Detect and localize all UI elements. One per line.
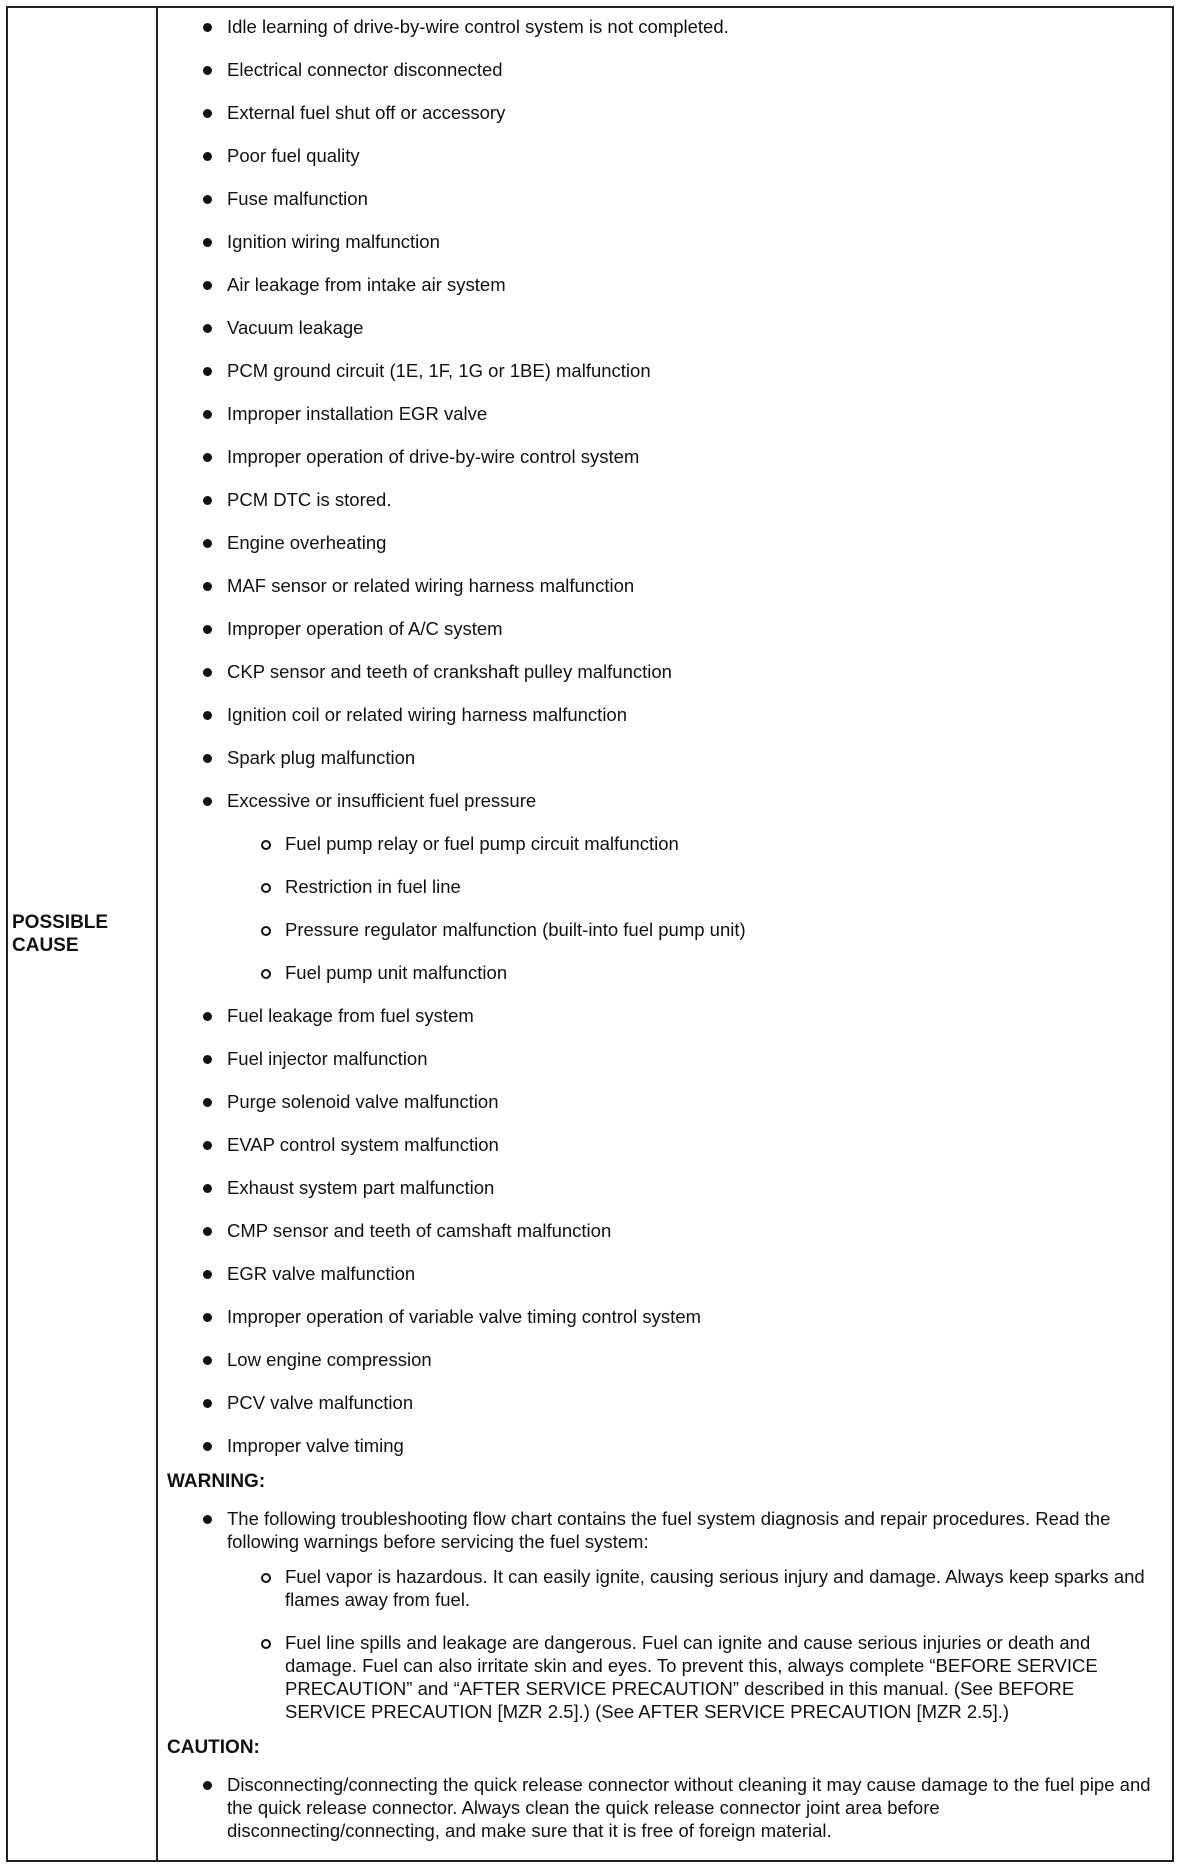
circle-bullet-icon bbox=[261, 1639, 271, 1649]
list-item: CKP sensor and teeth of crankshaft pulley malfunction bbox=[167, 660, 1156, 683]
warning-item: Fuel vapor is hazardous. It can easily ignite, causing serious injury and damage. Always keep sparks and flames away from fuel. bbox=[167, 1565, 1156, 1611]
list-item: Ignition coil or related wiring harness malfunction bbox=[167, 703, 1156, 726]
bullet-icon bbox=[203, 66, 212, 75]
warning-item: Fuel line spills and leakage are dangerous. Fuel can ignite and cause serious injuries or death and damage. Fuel can also irritate skin and eyes. To prevent this, always complete “BEFORE SERVICE PRECAUTION” and “AFTER SERVICE PRECAUTION” described in this manual. (See BEFORE SERVICE PRECAUTION [MZR 2.5].) (See AFTER SERVICE PRECAUTION [MZR 2.5].) bbox=[167, 1631, 1156, 1723]
list-item: CMP sensor and teeth of camshaft malfunction bbox=[167, 1219, 1156, 1242]
bullet-icon bbox=[203, 152, 212, 161]
cause-list bbox=[167, 15, 1156, 1457]
bullet-icon bbox=[203, 281, 212, 290]
list-item: Improper operation of A/C system bbox=[167, 617, 1156, 640]
bullet-icon bbox=[203, 1781, 212, 1790]
list-item: Fuse malfunction bbox=[167, 187, 1156, 210]
list-item: External fuel shut off or accessory bbox=[167, 101, 1156, 124]
bullet-icon bbox=[203, 1184, 212, 1193]
bullet-icon bbox=[203, 195, 212, 204]
list-item: Improper valve timing bbox=[167, 1434, 1156, 1457]
list-item: Idle learning of drive-by-wire control system is not completed. bbox=[167, 15, 1156, 38]
bullet-icon bbox=[203, 668, 212, 677]
list-item: Low engine compression bbox=[167, 1348, 1156, 1371]
sub-list-item: Pressure regulator malfunction (built-into fuel pump unit) bbox=[167, 918, 1156, 941]
bullet-icon bbox=[203, 1270, 212, 1279]
circle-bullet-icon bbox=[261, 840, 271, 850]
bullet-icon bbox=[203, 711, 212, 720]
warning-intro: The following troubleshooting flow chart contains the fuel system diagnosis and repair procedures. Read the following warnings before servicing the fuel system: bbox=[167, 1507, 1156, 1553]
bullet-icon bbox=[203, 539, 212, 548]
bullet-icon bbox=[203, 797, 212, 806]
list-item: Improper operation of variable valve timing control system bbox=[167, 1305, 1156, 1328]
list-item: PCM DTC is stored. bbox=[167, 488, 1156, 511]
sub-list-item: Fuel pump unit malfunction bbox=[167, 961, 1156, 984]
list-item: MAF sensor or related wiring harness malfunction bbox=[167, 574, 1156, 597]
bullet-icon bbox=[203, 1399, 212, 1408]
bullet-icon bbox=[203, 453, 212, 462]
list-item: Air leakage from intake air system bbox=[167, 273, 1156, 296]
bullet-icon bbox=[203, 1012, 212, 1021]
list-item: Fuel leakage from fuel system bbox=[167, 1004, 1156, 1027]
bullet-icon bbox=[203, 1055, 212, 1064]
bullet-icon bbox=[203, 754, 212, 763]
bullet-icon bbox=[203, 109, 212, 118]
bullet-icon bbox=[203, 496, 212, 505]
bullet-icon bbox=[203, 1313, 212, 1322]
list-item: Ignition wiring malfunction bbox=[167, 230, 1156, 253]
caution-heading: CAUTION: bbox=[167, 1737, 260, 1758]
list-item: Fuel injector malfunction bbox=[167, 1047, 1156, 1070]
bullet-icon bbox=[203, 582, 212, 591]
list-item: Purge solenoid valve malfunction bbox=[167, 1090, 1156, 1113]
bullet-icon bbox=[203, 238, 212, 247]
list-item: Vacuum leakage bbox=[167, 316, 1156, 339]
list-item: Engine overheating bbox=[167, 531, 1156, 554]
bullet-icon bbox=[203, 367, 212, 376]
list-item: Poor fuel quality bbox=[167, 144, 1156, 167]
possible-cause-table bbox=[6, 6, 1174, 1862]
list-item: Improper installation EGR valve bbox=[167, 402, 1156, 425]
bullet-icon bbox=[203, 324, 212, 333]
bullet-icon bbox=[203, 1227, 212, 1236]
bullet-icon bbox=[203, 1356, 212, 1365]
bullet-icon bbox=[203, 1098, 212, 1107]
list-item: Exhaust system part malfunction bbox=[167, 1176, 1156, 1199]
sub-list-item: Restriction in fuel line bbox=[167, 875, 1156, 898]
content-cell bbox=[158, 8, 1172, 1860]
list-item: PCV valve malfunction bbox=[167, 1391, 1156, 1414]
list-item: PCM ground circuit (1E, 1F, 1G or 1BE) malfunction bbox=[167, 359, 1156, 382]
circle-bullet-icon bbox=[261, 1573, 271, 1583]
bullet-icon bbox=[203, 23, 212, 32]
list-item: EVAP control system malfunction bbox=[167, 1133, 1156, 1156]
warning-heading: WARNING: bbox=[167, 1471, 266, 1492]
circle-bullet-icon bbox=[261, 883, 271, 893]
list-item: EGR valve malfunction bbox=[167, 1262, 1156, 1285]
possible-cause-label: POSSIBLE CAUSE bbox=[12, 912, 109, 956]
bullet-icon bbox=[203, 410, 212, 419]
caution-item: Disconnecting/connecting the quick release connector without cleaning it may cause damage to the fuel pipe and the quick release connector. Always clean the quick release connector joint area before disconnecting/connecting, and make sure that it is free of foreign material. bbox=[167, 1773, 1156, 1842]
list-item: Improper operation of drive-by-wire control system bbox=[167, 445, 1156, 468]
label-cell bbox=[8, 8, 158, 1860]
bullet-icon bbox=[203, 1141, 212, 1150]
list-item: Excessive or insufficient fuel pressure bbox=[167, 789, 1156, 812]
sub-list-item: Fuel pump relay or fuel pump circuit malfunction bbox=[167, 832, 1156, 855]
list-item: Electrical connector disconnected bbox=[167, 58, 1156, 81]
warning-list bbox=[167, 1507, 1156, 1723]
bullet-icon bbox=[203, 1515, 212, 1524]
caution-list bbox=[167, 1773, 1156, 1842]
circle-bullet-icon bbox=[261, 969, 271, 979]
circle-bullet-icon bbox=[261, 926, 271, 936]
bullet-icon bbox=[203, 625, 212, 634]
list-item: Spark plug malfunction bbox=[167, 746, 1156, 769]
bullet-icon bbox=[203, 1442, 212, 1451]
